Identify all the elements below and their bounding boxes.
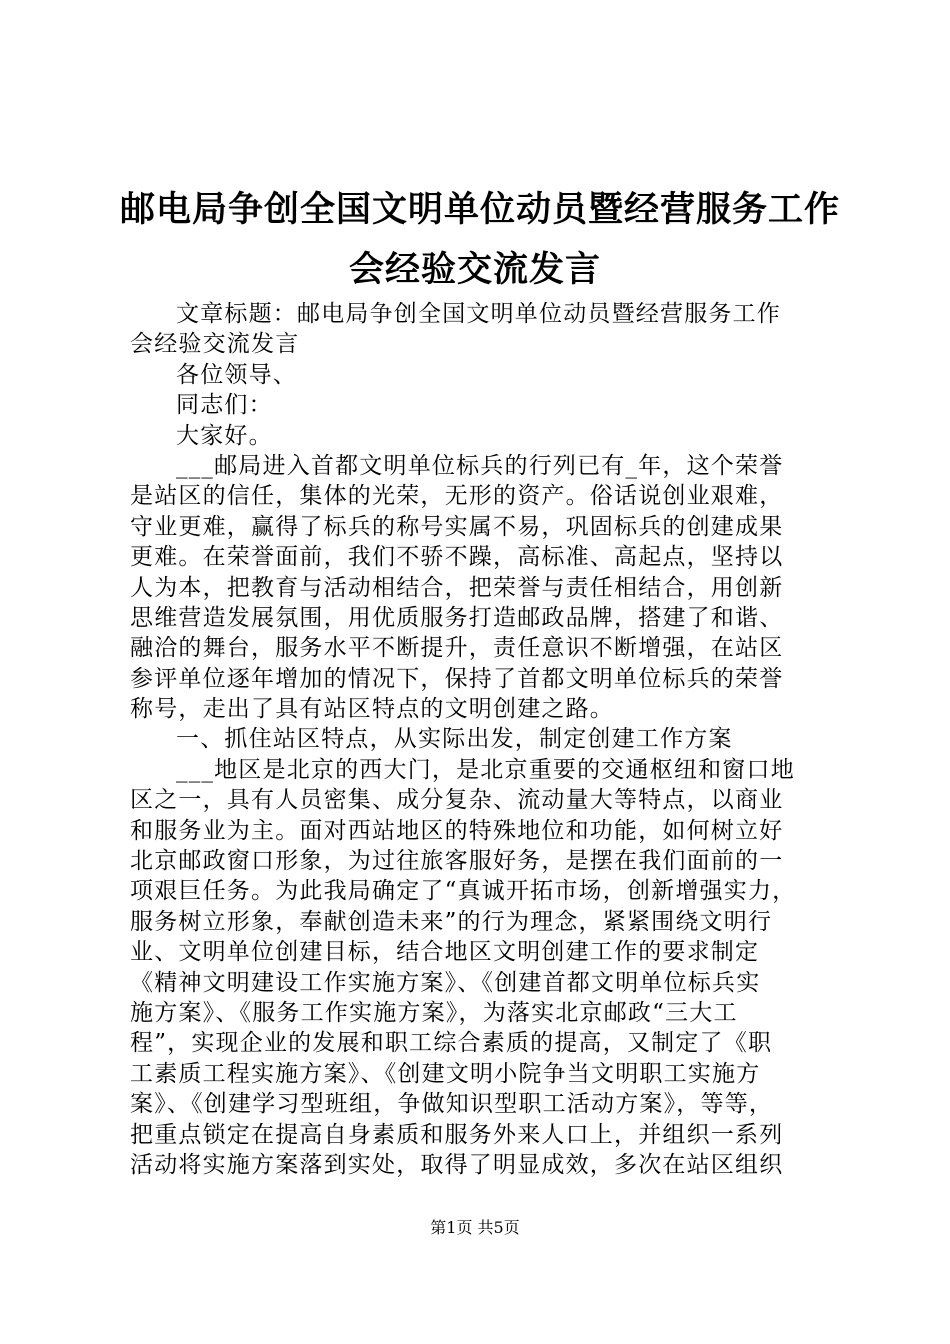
body-line: 人为本，把教育与活动相结合，把荣誉与责任相结合，用创新 (130, 574, 784, 601)
body-line: 把重点锁定在提高自身素质和服务外来人口上，并组织一系列 (130, 1121, 784, 1148)
body-line: 是站区的信任，集体的光荣，无形的资产。俗话说创业艰难， (130, 483, 784, 510)
body-line: 思维营造发展氛围，用优质服务打造邮政品牌，搭建了和谐、 (130, 604, 784, 631)
body-line: 文章标题：邮电局争创全国文明单位动员暨经营服务工作 (176, 301, 781, 327)
body-line: 同志们： (176, 392, 273, 419)
document-title-line-2: 会经验交流发言 (348, 249, 601, 290)
body-line: 和服务业为主。面对西站地区的特殊地位和功能，如何树立好 (130, 817, 784, 844)
body-line: 称号，走出了具有站区特点的文明创建之路。 (130, 696, 614, 723)
body-line: 程”，实现企业的发展和职工综合素质的提高，又制定了《职 (130, 1030, 773, 1057)
body-line: 区之一，具有人员密集、成分复杂、流动量大等特点，以商业 (130, 787, 784, 814)
body-line: 大家好。 (176, 422, 273, 449)
body-line: 北京邮政窗口形象，为过往旅客服好务，是摆在我们面前的一 (130, 848, 784, 875)
body-line: 项艰巨任务。为此我局确定了“真诚开拓市场，创新增强实力， (130, 878, 797, 905)
document-body (130, 299, 840, 1180)
body-line: 会经验交流发言 (130, 331, 300, 358)
body-line: 《精神文明建设工作实施方案》、《创建首都文明单位标兵实 (130, 969, 761, 996)
body-line: 参评单位逐年增加的情况下，保持了首都文明单位标兵的荣誉 (130, 665, 784, 692)
body-line: ___邮局进入首都文明单位标兵的行列已有_年，这个荣誉 (176, 452, 784, 479)
body-line: 业、文明单位创建目标，结合地区文明创建工作的要求制定 (130, 939, 760, 966)
body-line: 各位领导、 (176, 361, 297, 388)
body-line: 施方案》、《服务工作实施方案》，为落实北京邮政“三大工 (130, 999, 738, 1026)
document-title-line-1: 邮电局争创全国文明单位动员暨经营服务工作 (120, 189, 841, 230)
body-line: 工素质工程实施方案》、《创建文明小院争当文明职工实施方 (130, 1060, 761, 1087)
body-line: 更难。在荣誉面前，我们不骄不躁，高标准、高起点，坚持以 (130, 544, 784, 571)
page-footer: 第1页 共5页 (430, 1218, 520, 1237)
body-line: 守业更难，赢得了标兵的称号实属不易，巩固标兵的创建成果 (130, 513, 784, 540)
body-line: 服务树立形象，奉献创造未来”的行为理念，紧紧围绕文明行 (130, 908, 773, 935)
body-line: 案》、《创建学习型班组，争做知识型职工活动方案》，等等， (130, 1091, 774, 1118)
body-line: 融洽的舞台，服务水平不断提升，责任意识不断增强，在站区 (130, 635, 784, 662)
section-heading: 一、抓住站区特点，从实际出发，制定创建工作方案 (176, 726, 733, 753)
body-line: 活动将实施方案落到实处，取得了明显成效，多次在站区组织 (130, 1151, 784, 1178)
body-line: ___地区是北京的西大门，是北京重要的交通枢纽和窗口地 (176, 756, 795, 783)
